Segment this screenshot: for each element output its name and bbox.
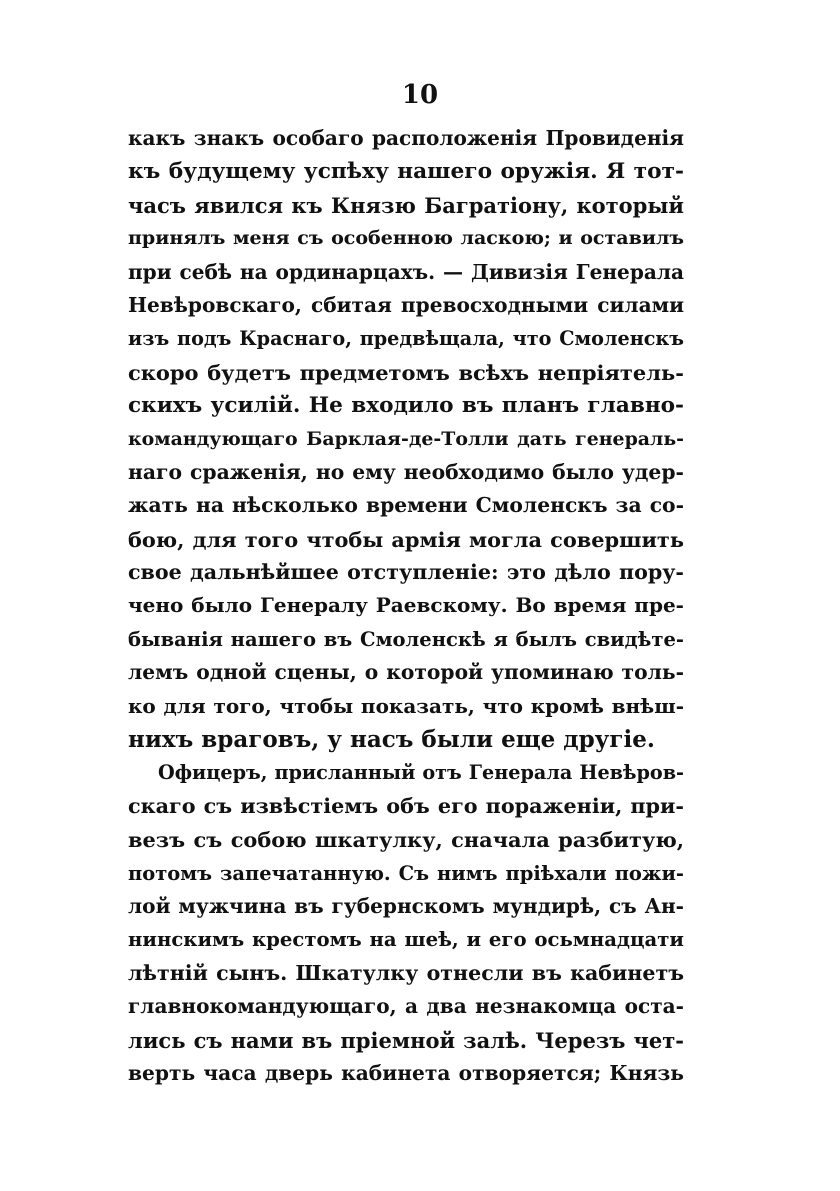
text-line: быванія нашего въ Смоленскѣ я былъ свидѣте-	[128, 627, 684, 651]
text-line: лой мужчина въ губернскомъ мундирѣ, съ Ан-	[128, 893, 684, 918]
text-line: лись съ нами въ пріемной залѣ. Черезъ чет-	[128, 1027, 684, 1053]
text-line: бою, для того чтобы армія могла совершить	[128, 526, 684, 552]
text-line: часъ явился къ Князю Багратіону, который	[128, 192, 684, 218]
text-line: нихъ враговъ, у насъ были еще другіе.	[128, 726, 655, 754]
text-line: принялъ меня съ особенною ласкою; и оставилъ	[128, 227, 684, 250]
text-line: верть часа дверь кабинета отворяется; Князь	[128, 1060, 684, 1085]
text-line: при себѣ на ординарцахъ. — Дивизія Генерала	[128, 259, 684, 284]
paragraph-2	[128, 756, 684, 1090]
text-line: скаго съ извѣстіемъ объ его пораженіи, при-	[128, 793, 684, 818]
text-line: нинскимъ крестомъ на шеѣ, и его осьмнадцати	[128, 928, 684, 952]
text-line: скоро будетъ предметомъ всѣхъ непріятель-	[128, 359, 684, 385]
text-line: чено было Генералу Раевскому. Во время пре-	[128, 593, 684, 618]
body-text	[128, 122, 684, 1090]
text-line: къ будущему успѣху нашего оружія. Я тот-	[128, 159, 684, 185]
text-line: командующаго Барклая-де-Толли дать генераль-	[128, 427, 684, 450]
text-line: потомъ запечатанную. Съ нимъ пріѣхали пожи-	[128, 861, 684, 885]
text-line: наго сраженія, но ему необходимо было удер-	[128, 459, 684, 484]
page-number: 10	[401, 80, 439, 110]
paragraph-1	[128, 122, 684, 756]
text-line: лѣтній сынъ. Шкатулку отнесли въ кабинетъ	[128, 960, 684, 985]
text-line: везъ съ собою шкатулку, сначала разбитую,	[128, 827, 684, 853]
text-line: Офицеръ, присланный отъ Генерала Невѣров-	[158, 761, 684, 785]
text-line: ко для того, чтобы показать, что кромѣ внѣш-	[128, 693, 684, 718]
text-line: лемъ одной сцены, о которой упоминаю толь-	[128, 660, 684, 685]
text-line: главнокомандующаго, а два незнакомца оста-	[128, 994, 684, 1019]
text-line: Невѣровскаго, сбитая превосходными силами	[128, 292, 684, 317]
text-line: свое дальнѣйшее отступленіе: это дѣло пору-	[128, 560, 684, 585]
text-line: изъ подъ Краснаго, предвѣщала, что Смоленскъ	[128, 327, 684, 351]
text-line: жать на нѣсколько времени Смоленскъ за со-	[128, 493, 684, 518]
text-line: какъ знакъ особаго расположенія Провиденія	[128, 126, 684, 150]
text-line: скихъ усилій. Не входило въ планъ главно-	[128, 393, 684, 419]
